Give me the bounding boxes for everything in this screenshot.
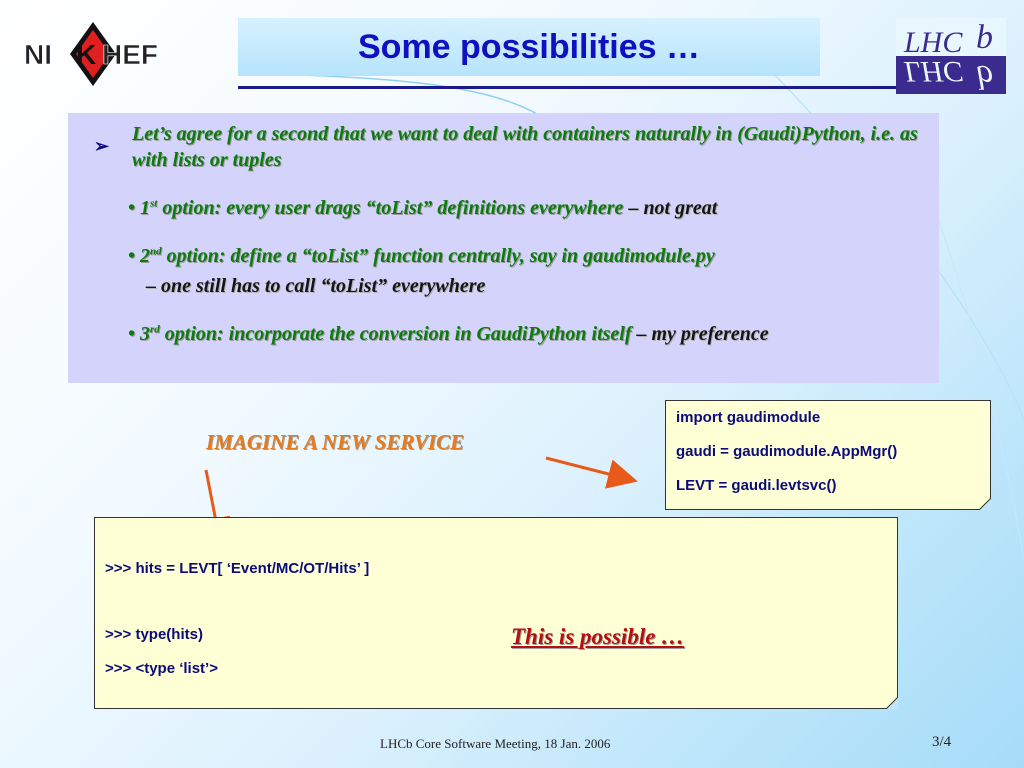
option-3: • 3rd option: incorporate the conversion in GaudiPython itself – my preference bbox=[128, 323, 769, 345]
svg-text:K: K bbox=[76, 39, 97, 70]
imagine-callout: IMAGINE A NEW SERVICE bbox=[206, 430, 465, 454]
code-line: import gaudimodule bbox=[676, 409, 821, 426]
code-note-top bbox=[665, 400, 991, 510]
main-bullet-text: Let’s agree for a second that we want to deal with containers naturally in (Gaudi)Python, i.e. as with lists or tuples bbox=[132, 123, 918, 171]
page-fold-icon bbox=[886, 697, 898, 709]
page-fold-icon bbox=[979, 498, 991, 510]
option-2-continuation: – one still has to call “toList” everywhere bbox=[146, 275, 486, 297]
code-line: >>> hits = LEVT[ ‘Event/MC/OT/Hits’ ] bbox=[105, 560, 370, 577]
code-line: >>> type(hits) bbox=[105, 626, 203, 643]
option-1: • 1st option: every user drags “toList” definitions everywhere – not great bbox=[128, 197, 718, 219]
option-2: • 2nd option: define a “toList” function centrally, say in gaudimodule.py bbox=[128, 245, 715, 267]
svg-text:HEF: HEF bbox=[102, 39, 158, 70]
code-line: gaudi = gaudimodule.AppMgr() bbox=[676, 443, 898, 460]
svg-text:LHC: LHC bbox=[904, 26, 963, 59]
code-note-bottom bbox=[94, 517, 898, 709]
arrow-bullet-icon: ➢ bbox=[94, 136, 110, 156]
svg-text:b: b bbox=[976, 19, 993, 56]
svg-text:LHC: LHC bbox=[904, 55, 963, 88]
slide-title: Some possibilities … bbox=[358, 27, 700, 66]
possible-callout: This is possible … bbox=[511, 624, 685, 649]
footer-text: LHCb Core Software Meeting, 18 Jan. 2006 bbox=[380, 736, 611, 751]
page-number: 3/4 bbox=[932, 734, 952, 750]
code-line: >>> <type ‘list’> bbox=[105, 660, 218, 677]
code-line: LEVT = gaudi.levtsvc() bbox=[676, 477, 837, 494]
svg-text:NI: NI bbox=[24, 39, 52, 70]
svg-text:b: b bbox=[976, 58, 993, 94]
